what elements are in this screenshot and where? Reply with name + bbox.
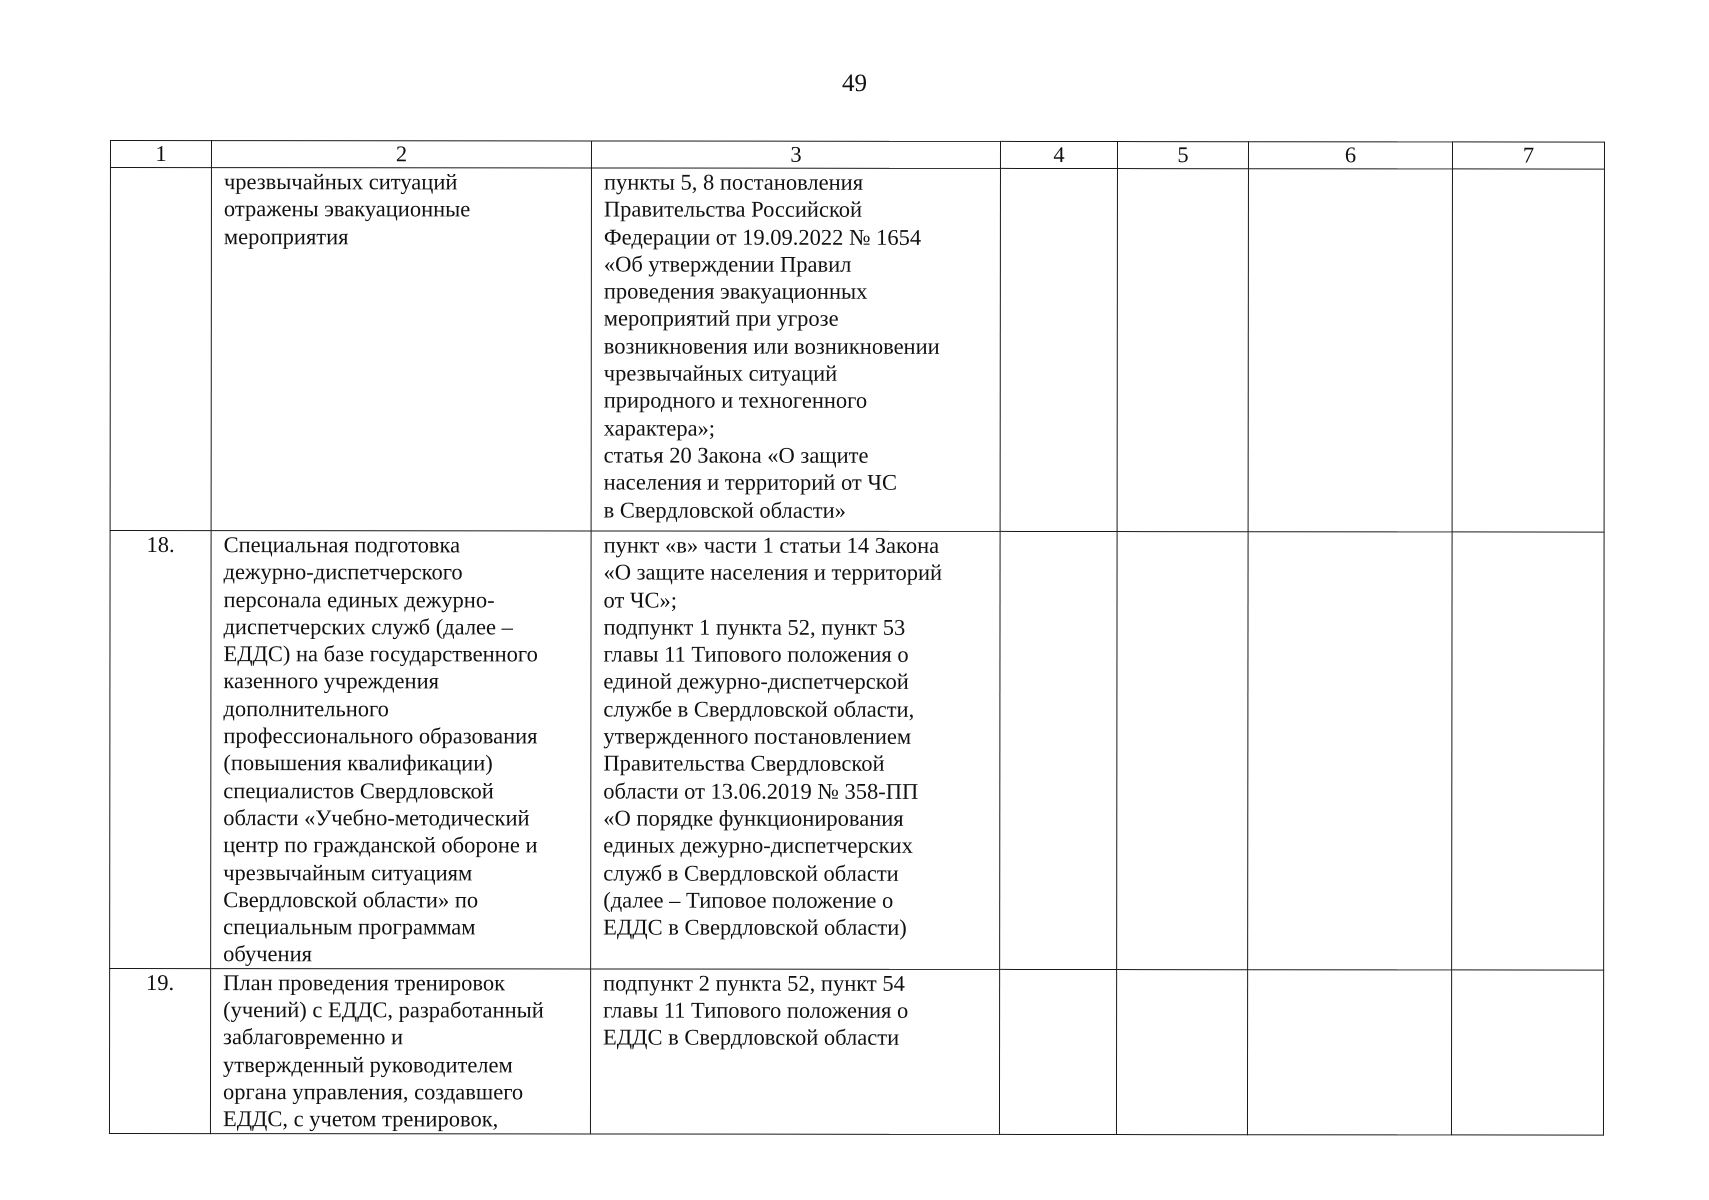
- empty-cell-5: [1117, 169, 1248, 532]
- empty-cell-4: [999, 969, 1116, 1134]
- empty-cell-6: [1248, 169, 1452, 532]
- requirement-cell: [211, 531, 591, 969]
- requirement-text: чрезвычайных ситуаций отражены эвакуационные мероприятия: [223, 169, 471, 249]
- requirement-text: Специальная подготовка дежурно-диспетчерского персонала единых дежурно- диспетчерских служб (далее – ЕДДС) на базе государственного казенного учреждения дополнительного профессионального образования (повышения квалификации) специалистов Свердловской области «Учебно-методический центр по гражданской обороне и чрезвычайным ситуациям Свердловской области» по специальным программам обучения: [223, 532, 538, 967]
- empty-cell-4: [1000, 168, 1117, 531]
- requirement-cell: [210, 968, 590, 1133]
- requirement-text: План проведения тренировок (учений) с ЕДДС, разработанный заблаговременно и утвержденный руководителем органа управления, создавшего ЕДДС, с учетом тренировок,: [222, 969, 544, 1132]
- row-number-cell: 18.: [110, 531, 211, 969]
- empty-cell-7: [1452, 532, 1604, 970]
- column-header-1: 1: [110, 141, 211, 168]
- legal-basis-cell: [591, 168, 1000, 531]
- table-row: [110, 531, 1604, 970]
- table-row: [110, 168, 1604, 533]
- page-number: 49: [842, 70, 867, 97]
- table-header-row: [110, 141, 1604, 170]
- column-header-7: 7: [1452, 142, 1604, 169]
- legal-basis-text: пункты 5, 8 постановления Правительства Российской Федерации от 19.09.2022 № 1654 «Об утверждении Правил проведения эвакуационных мероприятий при угрозе возникновения или возникновении чрезвычайных ситуаций природного и техногенного характера»; статья 20 Закона «О защите населения и территорий от ЧС в Свердловской области»: [603, 169, 940, 523]
- empty-cell-5: [1117, 532, 1248, 970]
- empty-cell-4: [1000, 531, 1117, 969]
- row-number-cell: 19.: [109, 968, 210, 1133]
- legal-basis-text: подпункт 2 пункта 52, пункт 54 главы 11 Типового положения о ЕДДС в Свердловской области: [603, 970, 909, 1051]
- row-number-cell: [110, 168, 211, 531]
- legal-basis-cell: [590, 969, 999, 1134]
- column-header-4: 4: [1000, 141, 1117, 168]
- empty-cell-7: [1452, 169, 1604, 532]
- requirements-table: [109, 140, 1605, 1135]
- requirement-cell: [211, 168, 591, 531]
- empty-cell-6: [1248, 532, 1452, 970]
- legal-basis-cell: [591, 531, 1000, 969]
- column-header-3: 3: [591, 141, 1000, 168]
- empty-cell-5: [1116, 969, 1247, 1134]
- column-header-5: 5: [1117, 142, 1248, 169]
- column-header-2: 2: [211, 141, 591, 168]
- empty-cell-7: [1451, 970, 1603, 1135]
- column-header-6: 6: [1248, 142, 1452, 169]
- table-row: [109, 968, 1603, 1134]
- empty-cell-6: [1247, 969, 1451, 1134]
- legal-basis-text: пункт «в» части 1 статьи 14 Закона «О защите населения и территорий от ЧС»; подпункт 1 пункта 52, пункт 53 главы 11 Типового положения о единой дежурно-диспетчерской службе в Свердловской области, утвержденного постановлением Правительства Свердловской области от 13.06.2019 № 358-ПП «О порядке функционирования единых дежурно-диспетчерских служб в Свердловской области (далее – Типовое положение о ЕДДС в Свердловской области): [603, 532, 943, 940]
